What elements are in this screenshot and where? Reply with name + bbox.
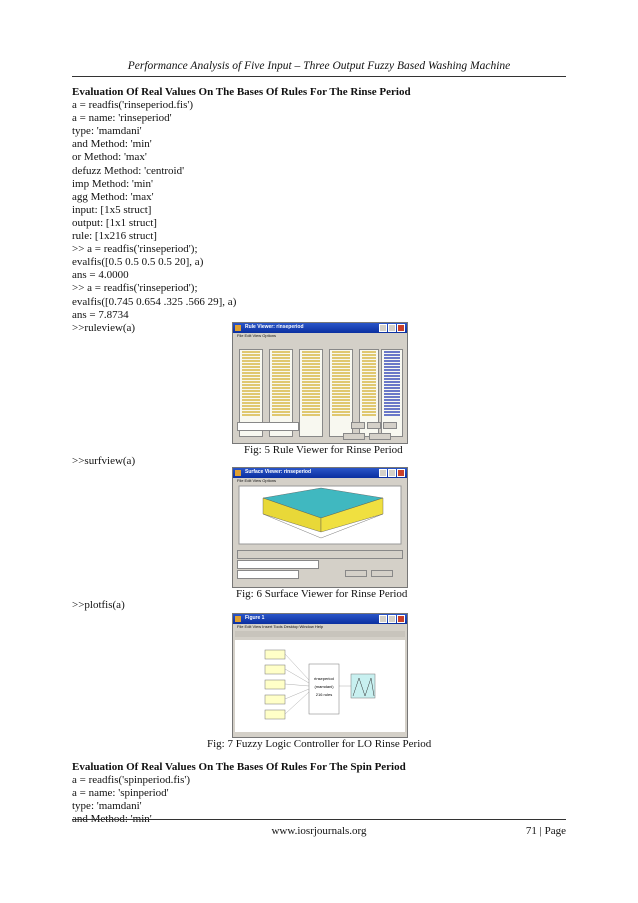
right-button[interactable] [367, 422, 381, 429]
cmd-plotfis [72, 599, 572, 612]
code-line: >> a = readfis('rinseperiod'); [72, 282, 198, 295]
figure-caption: Fig: 7 Fuzzy Logic Controller for LO Rinse Period [207, 738, 432, 750]
menu-bar[interactable]: File Edit View Options [233, 333, 407, 339]
close-button[interactable] [369, 433, 391, 440]
close-icon[interactable] [397, 324, 405, 332]
surface-plot [233, 484, 407, 546]
window-titlebar [233, 614, 407, 624]
code-line: a = readfis('spinperiod.fis') [72, 774, 190, 787]
toolbar[interactable] [235, 631, 405, 637]
running-header: Performance Analysis of Five Input – Three Output Fuzzy Based Washing Machine [127, 60, 511, 72]
code-line: type: 'mamdani' [72, 125, 142, 138]
window-titlebar [233, 468, 407, 478]
code-line: >>surfview(a) [72, 455, 136, 467]
code-line: imp Method: 'min' [72, 177, 153, 190]
window-title: Surface Viewer: rinseperiod [245, 469, 312, 475]
section-spin [72, 761, 572, 826]
code-line: rule: [1x216 struct] [72, 230, 157, 243]
help-button[interactable] [343, 433, 365, 440]
code-line: >>plotfis(a) [72, 599, 125, 611]
menu-bar[interactable]: File Edit View Options [233, 478, 407, 484]
rule-column [299, 349, 323, 437]
close-icon[interactable] [397, 469, 405, 477]
menu-bar[interactable]: File Edit View Insert Tools Desktop Window Help [233, 624, 407, 630]
minimize-icon[interactable] [379, 324, 387, 332]
rule-column [329, 349, 353, 437]
window-titlebar [233, 323, 407, 333]
minimize-icon[interactable] [379, 615, 387, 623]
code-line: and Method: 'min' [72, 138, 152, 151]
code-line: agg Method: 'max' [72, 190, 154, 203]
ref-input-field[interactable] [237, 570, 299, 579]
code-line: defuzz Method: 'centroid' [72, 164, 185, 177]
code-line: >> a = readfis('rinseperiod'); [72, 243, 198, 256]
code-line: ans = 7.8734 [72, 308, 129, 321]
minimize-icon[interactable] [379, 469, 387, 477]
help-button[interactable] [345, 570, 367, 577]
code-line: a = name: 'spinperiod' [72, 787, 169, 800]
maximize-icon[interactable] [388, 469, 396, 477]
down-button[interactable] [383, 422, 397, 429]
app-icon [235, 325, 241, 331]
code-line: input: [1x5 struct] [72, 203, 152, 216]
grid-input[interactable] [237, 560, 319, 569]
fis-rules-label: 216 rules [315, 692, 333, 697]
code-line: output: [1x1 struct] [72, 216, 157, 229]
figure-caption: Fig: 6 Surface Viewer for Rinse Period [236, 588, 408, 600]
code-line: type: 'mamdani' [72, 800, 142, 813]
input-field[interactable] [237, 422, 299, 431]
code-line: a = name: 'rinseperiod' [72, 112, 172, 125]
code-line: evalfis([0.5 0.5 0.5 0.5 20], a) [72, 256, 204, 269]
code-line: a = readfis('rinseperiod.fis') [72, 99, 194, 112]
code-line: >>ruleview(a) [72, 321, 136, 334]
figure-caption: Fig: 5 Rule Viewer for Rinse Period [244, 444, 403, 456]
window-title: Figure 1 [245, 615, 265, 621]
maximize-icon[interactable] [388, 615, 396, 623]
left-button[interactable] [351, 422, 365, 429]
code-line: and Method: 'min' [72, 813, 152, 826]
fis-type-label: (mamdani) [314, 684, 334, 689]
footer-rule [72, 819, 566, 820]
close-button[interactable] [371, 570, 393, 577]
window-title: Rule Viewer: rinseperiod [245, 324, 304, 330]
code-line: or Method: 'max' [72, 151, 147, 164]
code-line: evalfis([0.745 0.654 .325 .566 29], a) [72, 295, 237, 308]
close-icon[interactable] [397, 615, 405, 623]
code-listing [72, 99, 572, 335]
fis-diagram [235, 640, 405, 732]
header-rule [72, 76, 566, 77]
app-icon [235, 616, 241, 622]
plotfis-window [232, 613, 408, 738]
surface-viewer-window [232, 467, 408, 588]
fis-name-label: rinseperiod [314, 676, 334, 681]
page-number: 71 | Page [525, 825, 566, 837]
footer-url: www.iosrjournals.org [271, 825, 367, 837]
section-rinse [72, 86, 572, 335]
axis-selector-row[interactable] [237, 550, 403, 559]
app-icon [235, 470, 241, 476]
maximize-icon[interactable] [388, 324, 396, 332]
rule-viewer-window [232, 322, 408, 444]
code-line: ans = 4.0000 [72, 269, 129, 282]
section-heading: Evaluation Of Real Values On The Bases Of Rules For The Rinse Period [72, 86, 411, 98]
section-heading: Evaluation Of Real Values On The Bases Of Rules For The Spin Period [72, 761, 406, 773]
